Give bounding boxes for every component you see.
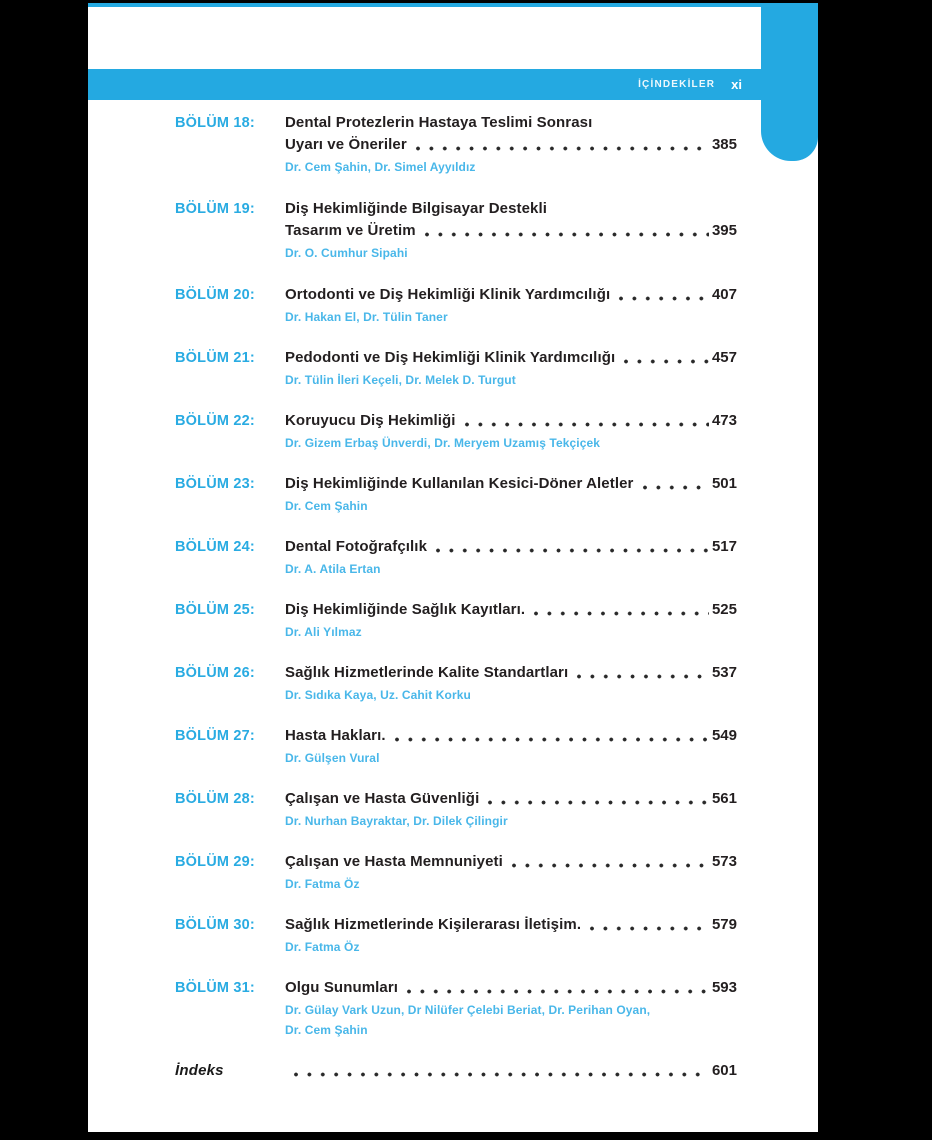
chapter-label: BÖLÜM 31: bbox=[175, 980, 255, 996]
dot-leader bbox=[414, 145, 709, 152]
toc-entry bbox=[175, 284, 737, 327]
page-number: 593 bbox=[711, 979, 737, 996]
chapter-label: BÖLÜM 20: bbox=[175, 287, 255, 303]
toc-entry bbox=[175, 347, 737, 390]
toc-entry bbox=[175, 1060, 737, 1082]
page-number: 407 bbox=[711, 286, 737, 303]
dot-leader bbox=[510, 862, 709, 869]
dot-leader bbox=[641, 484, 709, 491]
leader-row bbox=[285, 977, 737, 999]
entry-content bbox=[285, 473, 737, 516]
page-number: 601 bbox=[711, 1062, 737, 1079]
dot-leader bbox=[575, 673, 709, 680]
chapter-authors bbox=[285, 1000, 737, 1040]
author-line: Dr. Fatma Öz bbox=[285, 877, 360, 891]
header-title: İÇİNDEKİLER bbox=[638, 79, 716, 90]
toc-entry bbox=[175, 410, 737, 453]
chapter-title: Çalışan ve Hasta Memnuniyeti bbox=[285, 853, 503, 870]
dot-leader bbox=[588, 925, 709, 932]
dot-leader bbox=[486, 799, 709, 806]
author-line: Dr. Cem Şahin bbox=[285, 499, 368, 513]
chapter-authors bbox=[285, 811, 737, 831]
chapter-authors bbox=[285, 433, 737, 453]
leader-row bbox=[285, 410, 737, 432]
leader-row bbox=[285, 473, 737, 495]
chapter-authors bbox=[285, 874, 737, 894]
chapter-authors bbox=[285, 748, 737, 768]
leader-row bbox=[285, 914, 737, 936]
chapter-label: BÖLÜM 30: bbox=[175, 917, 255, 933]
chapter-label: BÖLÜM 19: bbox=[175, 201, 255, 217]
leader-row bbox=[285, 725, 737, 747]
dot-leader bbox=[617, 295, 709, 302]
leader-row bbox=[285, 347, 737, 369]
page-number: 561 bbox=[711, 790, 737, 807]
chapter-authors bbox=[285, 937, 737, 957]
entry-content bbox=[285, 725, 737, 768]
leader-row bbox=[285, 788, 737, 810]
chapter-authors bbox=[285, 685, 737, 705]
leader-row bbox=[285, 220, 737, 242]
chapter-label: BÖLÜM 22: bbox=[175, 413, 255, 429]
author-line: Dr. Tülin İleri Keçeli, Dr. Melek D. Turgut bbox=[285, 373, 516, 387]
entry-content bbox=[285, 536, 737, 579]
dot-leader bbox=[393, 736, 709, 743]
chapter-title: Pedodonti ve Diş Hekimliği Klinik Yardımcılığı bbox=[285, 349, 616, 366]
page-number: 395 bbox=[711, 222, 737, 239]
author-line: Dr. A. Atila Ertan bbox=[285, 562, 381, 576]
entry-content bbox=[285, 788, 737, 831]
entry-content bbox=[285, 284, 737, 327]
toc-entry bbox=[175, 725, 737, 768]
author-line: Dr. Gülay Vark Uzun, Dr Nilüfer Çelebi Beriat, Dr. Perihan Oyan, bbox=[285, 1003, 651, 1017]
leader-row bbox=[285, 662, 737, 684]
page-number: 473 bbox=[711, 412, 737, 429]
entry-content bbox=[285, 410, 737, 453]
entry-content bbox=[285, 914, 737, 957]
author-line: Dr. Cem Şahin bbox=[285, 1023, 368, 1037]
entry-content bbox=[285, 112, 737, 177]
chapter-label: BÖLÜM 25: bbox=[175, 602, 255, 618]
author-line: Dr. Gülşen Vural bbox=[285, 751, 380, 765]
entry-content bbox=[285, 347, 737, 390]
header-bar bbox=[88, 69, 762, 100]
dot-leader bbox=[292, 1071, 709, 1078]
chapter-title: Diş Hekimliğinde Kullanılan Kesici-Döner Aletler bbox=[285, 475, 634, 492]
toc-entry bbox=[175, 914, 737, 957]
leader-row bbox=[285, 599, 737, 621]
author-line: Dr. Ali Yılmaz bbox=[285, 625, 362, 639]
dot-leader bbox=[423, 231, 709, 238]
author-line: Dr. Gizem Erbaş Ünverdi, Dr. Meryem Uzamış Tekçiçek bbox=[285, 436, 601, 450]
chapter-label: İndeks bbox=[175, 1062, 224, 1079]
chapter-title: Dental Protezlerin Hastaya Teslimi Sonrası bbox=[285, 114, 593, 131]
toc-entry bbox=[175, 473, 737, 516]
chapter-corner-tab bbox=[761, 3, 818, 161]
chapter-title: Tasarım ve Üretim bbox=[285, 222, 416, 239]
chapter-title: Uyarı ve Öneriler bbox=[285, 136, 407, 153]
chapter-authors bbox=[285, 370, 737, 390]
page-number: 573 bbox=[711, 853, 737, 870]
author-line: Dr. O. Cumhur Sipahi bbox=[285, 246, 408, 260]
chapter-title: Olgu Sunumları bbox=[285, 979, 399, 996]
chapter-title: Hasta Hakları. bbox=[285, 727, 386, 744]
dot-leader bbox=[532, 610, 709, 617]
leader-row bbox=[285, 1060, 737, 1082]
chapter-label: BÖLÜM 29: bbox=[175, 854, 255, 870]
leader-row bbox=[285, 851, 737, 873]
chapter-authors bbox=[285, 243, 737, 263]
toc-entry bbox=[175, 788, 737, 831]
page-number: 501 bbox=[711, 475, 737, 492]
chapter-label: BÖLÜM 27: bbox=[175, 728, 255, 744]
chapter-title: Çalışan ve Hasta Güvenliği bbox=[285, 790, 480, 807]
author-line: Dr. Sıdıka Kaya, Uz. Cahit Korku bbox=[285, 688, 471, 702]
chapter-title: Diş Hekimliğinde Bilgisayar Destekli bbox=[285, 200, 548, 217]
dot-leader bbox=[463, 421, 709, 428]
author-line: Dr. Hakan El, Dr. Tülin Taner bbox=[285, 310, 448, 324]
author-line: Dr. Cem Şahin, Dr. Simel Ayyıldız bbox=[285, 160, 476, 174]
toc-entry bbox=[175, 599, 737, 642]
page-number: 579 bbox=[711, 916, 737, 933]
chapter-title: Koruyucu Diş Hekimliği bbox=[285, 412, 456, 429]
book-page bbox=[88, 3, 818, 1132]
page-number: 385 bbox=[711, 136, 737, 153]
entry-content bbox=[285, 851, 737, 894]
leader-row bbox=[285, 284, 737, 306]
page-number: 549 bbox=[711, 727, 737, 744]
chapter-label: BÖLÜM 28: bbox=[175, 791, 255, 807]
toc-entry bbox=[175, 198, 737, 263]
chapter-label: BÖLÜM 26: bbox=[175, 665, 255, 681]
dot-leader bbox=[434, 547, 709, 554]
entry-content bbox=[285, 977, 737, 1040]
author-line: Dr. Fatma Öz bbox=[285, 940, 360, 954]
chapter-label: BÖLÜM 18: bbox=[175, 115, 255, 131]
chapter-authors bbox=[285, 157, 737, 177]
toc-entry bbox=[175, 977, 737, 1040]
toc-entry bbox=[175, 536, 737, 579]
chapter-title: Ortodonti ve Diş Hekimliği Klinik Yardımcılığı bbox=[285, 286, 611, 303]
dot-leader bbox=[622, 358, 709, 365]
toc-entry bbox=[175, 851, 737, 894]
entry-content bbox=[285, 662, 737, 705]
chapter-title: Sağlık Hizmetlerinde Kişilerarası İletişim. bbox=[285, 916, 582, 933]
toc-entry bbox=[175, 112, 737, 177]
chapter-label: BÖLÜM 24: bbox=[175, 539, 255, 555]
leader-row bbox=[285, 536, 737, 558]
header-page-number: xi bbox=[731, 77, 742, 92]
chapter-title: Diş Hekimliğinde Sağlık Kayıtları. bbox=[285, 601, 526, 618]
chapter-title: Sağlık Hizmetlerinde Kalite Standartları bbox=[285, 664, 569, 681]
chapter-authors bbox=[285, 559, 737, 579]
author-line: Dr. Nurhan Bayraktar, Dr. Dilek Çilingir bbox=[285, 814, 508, 828]
page-number: 457 bbox=[711, 349, 737, 366]
chapter-authors bbox=[285, 307, 737, 327]
chapter-label: BÖLÜM 21: bbox=[175, 350, 255, 366]
chapter-label: BÖLÜM 23: bbox=[175, 476, 255, 492]
toc-list bbox=[175, 112, 737, 1102]
chapter-authors bbox=[285, 622, 737, 642]
page-number: 537 bbox=[711, 664, 737, 681]
dot-leader bbox=[405, 988, 709, 995]
entry-content bbox=[285, 198, 737, 263]
page-number: 525 bbox=[711, 601, 737, 618]
leader-row bbox=[285, 134, 737, 156]
page-number: 517 bbox=[711, 538, 737, 555]
chapter-authors bbox=[285, 496, 737, 516]
chapter-title: Dental Fotoğrafçılık bbox=[285, 538, 428, 555]
entry-content bbox=[285, 599, 737, 642]
toc-entry bbox=[175, 662, 737, 705]
entry-content bbox=[285, 1060, 737, 1082]
